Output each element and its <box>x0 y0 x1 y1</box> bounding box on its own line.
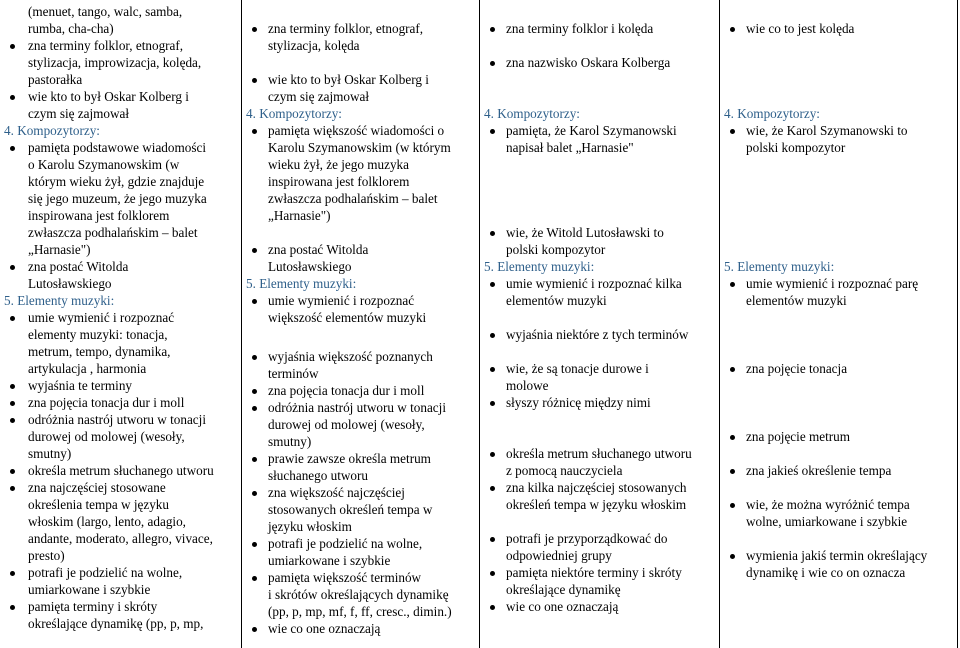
criteria-line: umie wymienić i rozpoznać parę <box>746 276 919 291</box>
criteria-line: pamięta podstawowe wiadomości <box>28 140 206 155</box>
criteria-line: zna kilka najczęściej stosowanych <box>506 480 687 495</box>
bullet-icon <box>730 503 735 508</box>
criteria-line: zna pojęcia tonacja dur i moll <box>28 395 185 410</box>
section-heading: 5. Elementy muzyki: <box>484 259 595 274</box>
criteria-line: którym wieku żył, gdzie znajduje <box>28 174 205 189</box>
criteria-line: odróżnia nastrój utworu w tonacji <box>268 400 446 415</box>
bullet-icon <box>252 248 257 253</box>
section-heading: 5. Elementy muzyki: <box>246 276 357 291</box>
bullet-icon <box>730 367 735 372</box>
criteria-line: wie kto to był Oskar Kolberg i <box>268 72 429 87</box>
criteria-line: czym się zajmował <box>28 106 130 121</box>
criteria-line: wie kto to był Oskar Kolberg i <box>28 89 189 104</box>
criteria-line: pamięta, że Karol Szymanowski <box>506 123 677 138</box>
criteria-line: o Karolu Szymanowskim (w <box>28 157 180 172</box>
criteria-line: wyjaśnia większość poznanych <box>268 349 433 364</box>
criteria-line: określenia tempa w języku <box>28 497 169 512</box>
criteria-line: artykulacja , harmonia <box>28 361 147 376</box>
criteria-line: (menuet, tango, walc, samba, <box>28 4 183 19</box>
bullet-icon <box>252 406 257 411</box>
criteria-line: elementów muzyki <box>506 293 607 308</box>
criteria-line: „Harnasie") <box>268 208 331 223</box>
criteria-line: Lutosławskiego <box>268 259 352 274</box>
bullet-icon <box>252 627 257 632</box>
criteria-line: zna postać Witolda <box>28 259 129 274</box>
criteria-line: się jego muzeum, że jego muzyka <box>28 191 207 206</box>
criteria-line: andante, moderato, allegro, vivace, <box>28 531 213 546</box>
bullet-icon <box>252 542 257 547</box>
criteria-line: stylizacja, kolęda <box>268 38 360 53</box>
criteria-line: pamięta większość terminów <box>268 570 422 585</box>
criteria-line: inspirowana jest folklorem <box>268 174 410 189</box>
criteria-line: pamięta terminy i skróty <box>28 599 158 614</box>
bullet-icon <box>730 554 735 559</box>
criteria-line: wyjaśnia niektóre z tych terminów <box>506 327 689 342</box>
column-divider <box>957 0 958 648</box>
criteria-line: metrum, tempo, dynamika, <box>28 344 171 359</box>
criteria-line: inspirowana jest folklorem <box>28 208 170 223</box>
bullet-icon <box>730 129 735 134</box>
bullet-icon <box>490 605 495 610</box>
criteria-line: określa metrum słuchanego utworu <box>28 463 214 478</box>
criteria-line: rumba, cha-cha) <box>28 21 114 36</box>
bullet-icon <box>490 27 495 32</box>
criteria-line: włoskim (largo, lento, adagio, <box>28 514 186 529</box>
criteria-line: prawie zawsze określa metrum <box>268 451 431 466</box>
bullet-icon <box>252 576 257 581</box>
criteria-line: elementów muzyki <box>746 293 847 308</box>
criteria-line: stylizacja, improwizacja, kolęda, <box>28 55 202 70</box>
bullet-icon <box>490 129 495 134</box>
bullet-icon <box>10 418 15 423</box>
criteria-line: określeń tempa w języku włoskim <box>506 497 687 512</box>
bullet-icon <box>252 355 257 360</box>
section-heading: 4. Kompozytorzy: <box>484 106 580 121</box>
criteria-line: wyjaśnia te terminy <box>28 378 133 393</box>
bullet-icon <box>252 129 257 134</box>
criteria-line: (pp, p, mp, mf, f, ff, cresc., dimin.) <box>268 604 452 619</box>
criteria-line: terminów <box>268 366 319 381</box>
criteria-line: wie co one oznaczają <box>506 599 619 614</box>
criteria-line: zna jakieś określenie tempa <box>746 463 892 478</box>
criteria-line: określa metrum słuchanego utworu <box>506 446 692 461</box>
bullet-icon <box>10 384 15 389</box>
bullet-icon <box>730 27 735 32</box>
bullet-icon <box>252 299 257 304</box>
criteria-line: języku włoskim <box>268 519 352 534</box>
criteria-line: wieku żył, że jego muzyka <box>268 157 409 172</box>
bullet-icon <box>490 367 495 372</box>
bullet-icon <box>252 457 257 462</box>
criteria-line: zwłaszcza podhalańskim – balet <box>268 191 438 206</box>
bullet-icon <box>10 316 15 321</box>
criteria-line: umiarkowane i szybkie <box>268 553 391 568</box>
bullet-icon <box>490 61 495 66</box>
criteria-line: potrafi je przyporządkować do <box>506 531 668 546</box>
section-heading: 5. Elementy muzyki: <box>724 259 835 274</box>
criteria-line: potrafi je podzielić na wolne, <box>28 565 183 580</box>
bullet-icon <box>490 452 495 457</box>
criteria-line: stosowanych określeń tempa w <box>268 502 433 517</box>
criteria-line: presto) <box>28 548 65 563</box>
criteria-line: smutny) <box>28 446 72 461</box>
criteria-line: określające dynamikę (pp, p, mp, <box>28 616 204 631</box>
bullet-icon <box>10 44 15 49</box>
criteria-line: pamięta większość wiadomości o <box>268 123 445 138</box>
criteria-line: wie co one oznaczają <box>268 621 381 636</box>
criteria-line: zna nazwisko Oskara Kolberga <box>506 55 671 70</box>
section-heading: 4. Kompozytorzy: <box>4 123 100 138</box>
criteria-line: odpowiedniej grupy <box>506 548 612 563</box>
bullet-icon <box>252 78 257 83</box>
section-heading: 5. Elementy muzyki: <box>4 293 115 308</box>
criteria-line: wie, że są tonacje durowe i <box>506 361 649 376</box>
criteria-line: wymienia jakiś termin określający <box>746 548 928 563</box>
criteria-line: Karolu Szymanowskim (w którym <box>268 140 451 155</box>
criteria-line: „Harnasie") <box>28 242 91 257</box>
criteria-line: polski kompozytor <box>746 140 846 155</box>
criteria-line: zna terminy folklor, etnograf, <box>28 38 184 53</box>
criteria-line: elementy muzyki: tonacja, <box>28 327 168 342</box>
section-heading: 4. Kompozytorzy: <box>724 106 820 121</box>
bullet-icon <box>490 537 495 542</box>
criteria-line: zna większość najczęściej <box>268 485 405 500</box>
bullet-icon <box>10 265 15 270</box>
criteria-line: zna pojęcie tonacja <box>746 361 848 376</box>
column-divider <box>241 0 242 648</box>
bullet-icon <box>730 469 735 474</box>
criteria-line: większość elementów muzyki <box>268 310 427 325</box>
criteria-line: zna najczęściej stosowane <box>28 480 166 495</box>
criteria-line: umie wymienić i rozpoznać <box>268 293 415 308</box>
criteria-line: smutny) <box>268 434 312 449</box>
section-heading: 4. Kompozytorzy: <box>246 106 342 121</box>
bullet-icon <box>10 571 15 576</box>
bullet-icon <box>10 469 15 474</box>
bullet-icon <box>252 27 257 32</box>
criteria-line: zna terminy folklor i kolęda <box>506 21 654 36</box>
criteria-line: z pomocą nauczyciela <box>506 463 623 478</box>
criteria-line: wie, że Karol Szymanowski to <box>746 123 908 138</box>
bullet-icon <box>490 401 495 406</box>
bullet-icon <box>10 146 15 151</box>
criteria-line: zna terminy folklor, etnograf, <box>268 21 424 36</box>
criteria-line: zwłaszcza podhalańskim – balet <box>28 225 198 240</box>
bullet-icon <box>252 389 257 394</box>
criteria-line: i skrótów określających dynamikę <box>268 587 449 602</box>
bullet-icon <box>490 231 495 236</box>
criteria-line: pamięta niektóre terminy i skróty <box>506 565 682 580</box>
criteria-line: durowej od molowej (wesoły, <box>28 429 185 444</box>
criteria-line: umie wymienić i rozpoznać kilka <box>506 276 682 291</box>
bullet-icon <box>490 333 495 338</box>
criteria-line: durowej od molowej (wesoły, <box>268 417 425 432</box>
criteria-line: molowe <box>506 378 549 393</box>
criteria-line: wolne, umiarkowane i szybkie <box>746 514 908 529</box>
criteria-line: zna postać Witolda <box>268 242 369 257</box>
bullet-icon <box>730 435 735 440</box>
criteria-line: umiarkowane i szybkie <box>28 582 151 597</box>
criteria-line: napisał balet „Harnasie" <box>506 140 634 155</box>
criteria-line: określające dynamikę <box>506 582 621 597</box>
bullet-icon <box>10 605 15 610</box>
criteria-line: polski kompozytor <box>506 242 606 257</box>
criteria-line: Lutosławskiego <box>28 276 112 291</box>
column-divider <box>719 0 720 648</box>
bullet-icon <box>490 282 495 287</box>
criteria-line: wie, że Witold Lutosławski to <box>506 225 664 240</box>
bullet-icon <box>490 486 495 491</box>
criteria-line: odróżnia nastrój utworu w tonacji <box>28 412 206 427</box>
bullet-icon <box>10 401 15 406</box>
bullet-icon <box>10 95 15 100</box>
criteria-line: słuchanego utworu <box>268 468 368 483</box>
criteria-line: słyszy różnicę między nimi <box>506 395 651 410</box>
bullet-icon <box>252 491 257 496</box>
criteria-line: potrafi je podzielić na wolne, <box>268 536 423 551</box>
criteria-line: zna pojęcie metrum <box>746 429 850 444</box>
bullet-icon <box>10 486 15 491</box>
bullet-icon <box>730 282 735 287</box>
criteria-line: czym się zajmował <box>268 89 370 104</box>
criteria-line: pastorałka <box>28 72 83 87</box>
criteria-line: zna pojęcia tonacja dur i moll <box>268 383 425 398</box>
criteria-line: wie, że można wyróżnić tempa <box>746 497 910 512</box>
criteria-line: umie wymienić i rozpoznać <box>28 310 175 325</box>
bullet-icon <box>490 571 495 576</box>
column-divider <box>479 0 480 648</box>
criteria-line: wie co to jest kolęda <box>746 21 855 36</box>
criteria-line: dynamikę i wie co on oznacza <box>746 565 906 580</box>
